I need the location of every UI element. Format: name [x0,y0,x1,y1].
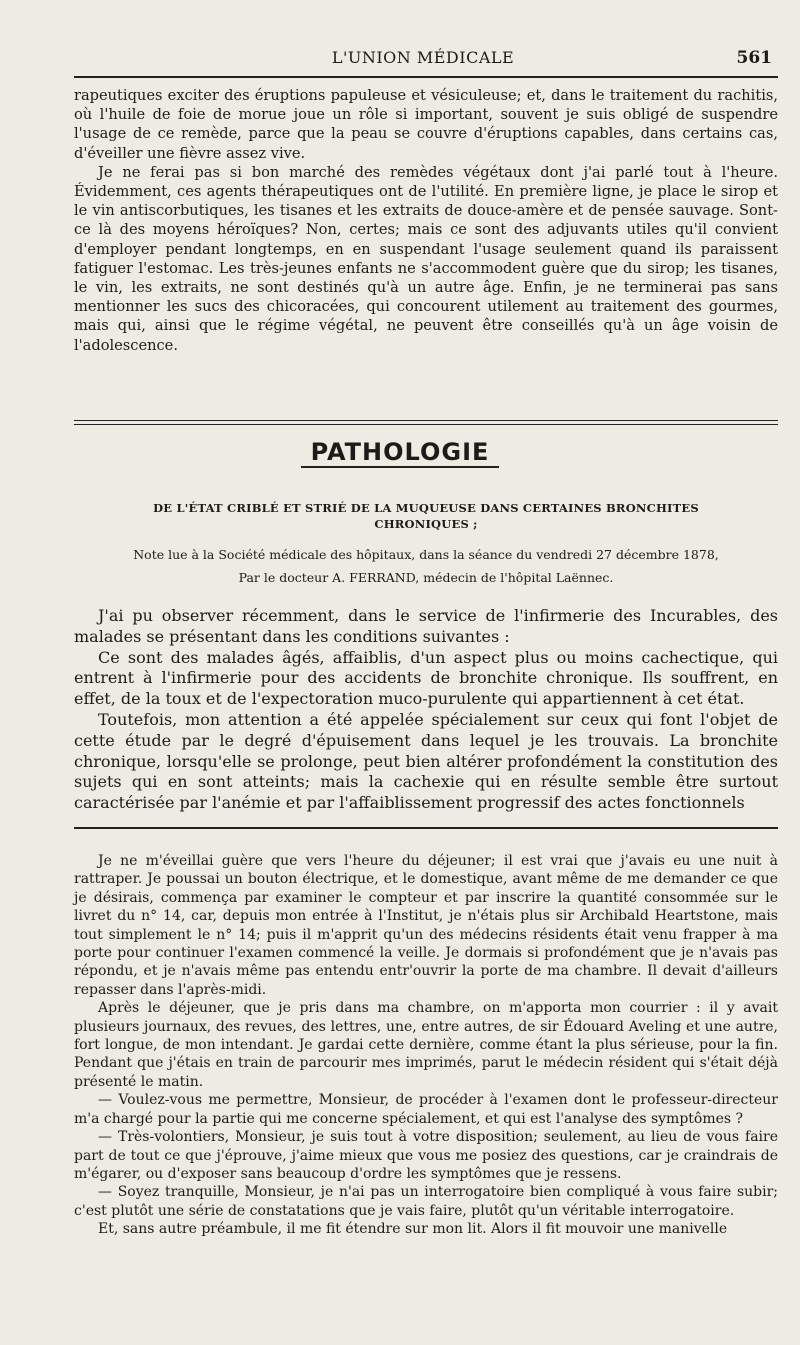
header-rule [74,76,778,78]
page-number: 561 [736,48,772,68]
page-header [74,48,772,70]
paragraph: J'ai pu observer récemment, dans le service de l'infirmerie des Incurables, des malades se présentant dans les conditions suivantes : [74,606,778,646]
article-note: Note lue à la Société médicale des hôpitaux, dans la séance du vendredi 27 décembre 1878, [133,547,719,562]
paragraph: rapeutiques exciter des éruptions papuleuse et vésiculeuse; et, dans le traitement du rachitis, où l'huile de foie de morue joue un rôle si important, souvent je suis obligé de suspendre l'usage de ce remède, parce que la peau se couvre d'éruptions capables, dans certains cas, d'éveiller une fièvre assez vive. [74,87,778,162]
paragraph: — Voulez-vous me permettre, Monsieur, de procéder à l'examen dont le professeur-directeur m'a chargé pour la partie qui me concerne spécialement, et qui est l'analyse des symptômes ? [74,1092,778,1127]
paragraph: Ce sont des malades âgés, affaiblis, d'un aspect plus ou moins cachectique, qui entrent à l'infirmerie pour des accidents de bronchite chronique. Ils souffrent, en effet, de la toux et de l'expectoration muco-purulente qui appartiennent à cet état. [74,647,778,709]
top-text-block [74,86,778,355]
paragraph: Après le déjeuner, que je pris dans ma chambre, on m'apporta mon courrier : il y avait plusieurs journaux, des revues, des lettres, une, entre autres, de sir Édouard Aveling et une autre, fort longue, de mon intendant. Je gardai cette dernière, comme étant la plus sérieuse, pour la fin. Pendant que j'étais en train de parcourir mes imprimés, parut le médecin résident qui s'était déjà présenté le matin. [74,1000,778,1090]
article-title [74,500,778,532]
paragraph: — Très-volontiers, Monsieur, je suis tout à votre disposition; seulement, au lieu de vous faire part de tout ce que j'éprouve, j'aime mieux que vous me posiez des questions, car je craindrais de m'égarer, ou d'exposer sans beaucoup d'ordre les symptômes que je ressens. [74,1129,778,1182]
section-heading-text: PATHOLOGIE [301,438,500,468]
section-divider [74,420,778,425]
article-title-line: DE L'ÉTAT CRIBLÉ ET STRIÉ DE LA MUQUEUSE DANS CERTAINES BRONCHITES [153,501,699,515]
paragraph: Et, sans autre préambule, il me fit étendre sur mon lit. Alors il fit mouvoir une manivelle [98,1221,728,1238]
paragraph: — Soyez tranquille, Monsieur, je n'ai pas un interrogatoire bien compliqué à vous faire subir; c'est plutôt une série de constatations que je vais faire, plutôt qu'un véritable interrogatoire. [74,1184,778,1219]
paragraph: Je ne ferai pas si bon marché des remèdes végétaux dont j'ai parlé tout à l'heure. Évidemment, ces agents thérapeutiques ont de l'utilité. En première ligne, je place le sirop et le vin antiscorbutiques, les tisanes et les extraits de douce-amère et de pensée sauvage. Sont-ce là des moyens héroïques? Non, certes; mais ce sont des adjuvants utiles qu'il convient d'employer pendant longtemps, en en suspendant l'usage seulement quand ils paraissent fatiguer l'estomac. Les très-jeunes enfants ne s'accommodent guère que du sirop; les tisanes, le vin, les extraits, ne sont destinés qu'à un autre âge. Enfin, je ne terminerai pas sans mentionner les sucs des chicoracées, qui concourent utilement au traitement des gourmes, mais qui, ainsi que le régime végétal, ne peuvent être conseillés qu'à un âge voisin de l'adolescence. [74,163,778,354]
article-author: Par le docteur A. FERRAND, médecin de l'hôpital Laënnec. [238,570,614,585]
paragraph: Toutefois, mon attention a été appelée spécialement sur ceux qui font l'objet de cette étude par le degré d'épuisement dans lequel je les trouvais. La bronchite chronique, lorsqu'elle se prolonge, peut bien altérer profondément la constitution des sujets qui en sont atteints; mais la cachexie qui en résulte semble être surtout caractérisée par l'anémie et par l'affaiblissement progressif des actes fonctionnels [74,709,778,813]
article-title-line: CHRONIQUES ; [374,517,478,531]
article-body [74,606,778,814]
paragraph: Je ne m'éveillai guère que vers l'heure du déjeuner; il est vrai que j'avais eu une nuit à rattraper. Je poussai un bouton électrique, et le domestique, avant même de me demander ce que je désirais, commença par examiner le compteur et par inscrire la quantité consommée sur le livret du n° 14, car, depuis mon entrée à l'Institut, je n'étais plus sir Archibald Heartstone, mais tout simplement le n° 14; puis il m'apprit qu'un des médecins résidents était venu frapper à ma porte pour continuer l'examen commencé la veille. Je dormais si profondément que je n'avais pas répondu, et je n'avais même pas entendu entr'ouvrir la porte de ma chambre. Il devait d'ailleurs repasser dans l'après-midi. [74,853,778,998]
section-heading [0,438,800,468]
feuilleton-divider [74,827,778,829]
running-title: L'UNION MÉDICALE [331,48,515,67]
feuilleton-block [74,852,778,1239]
